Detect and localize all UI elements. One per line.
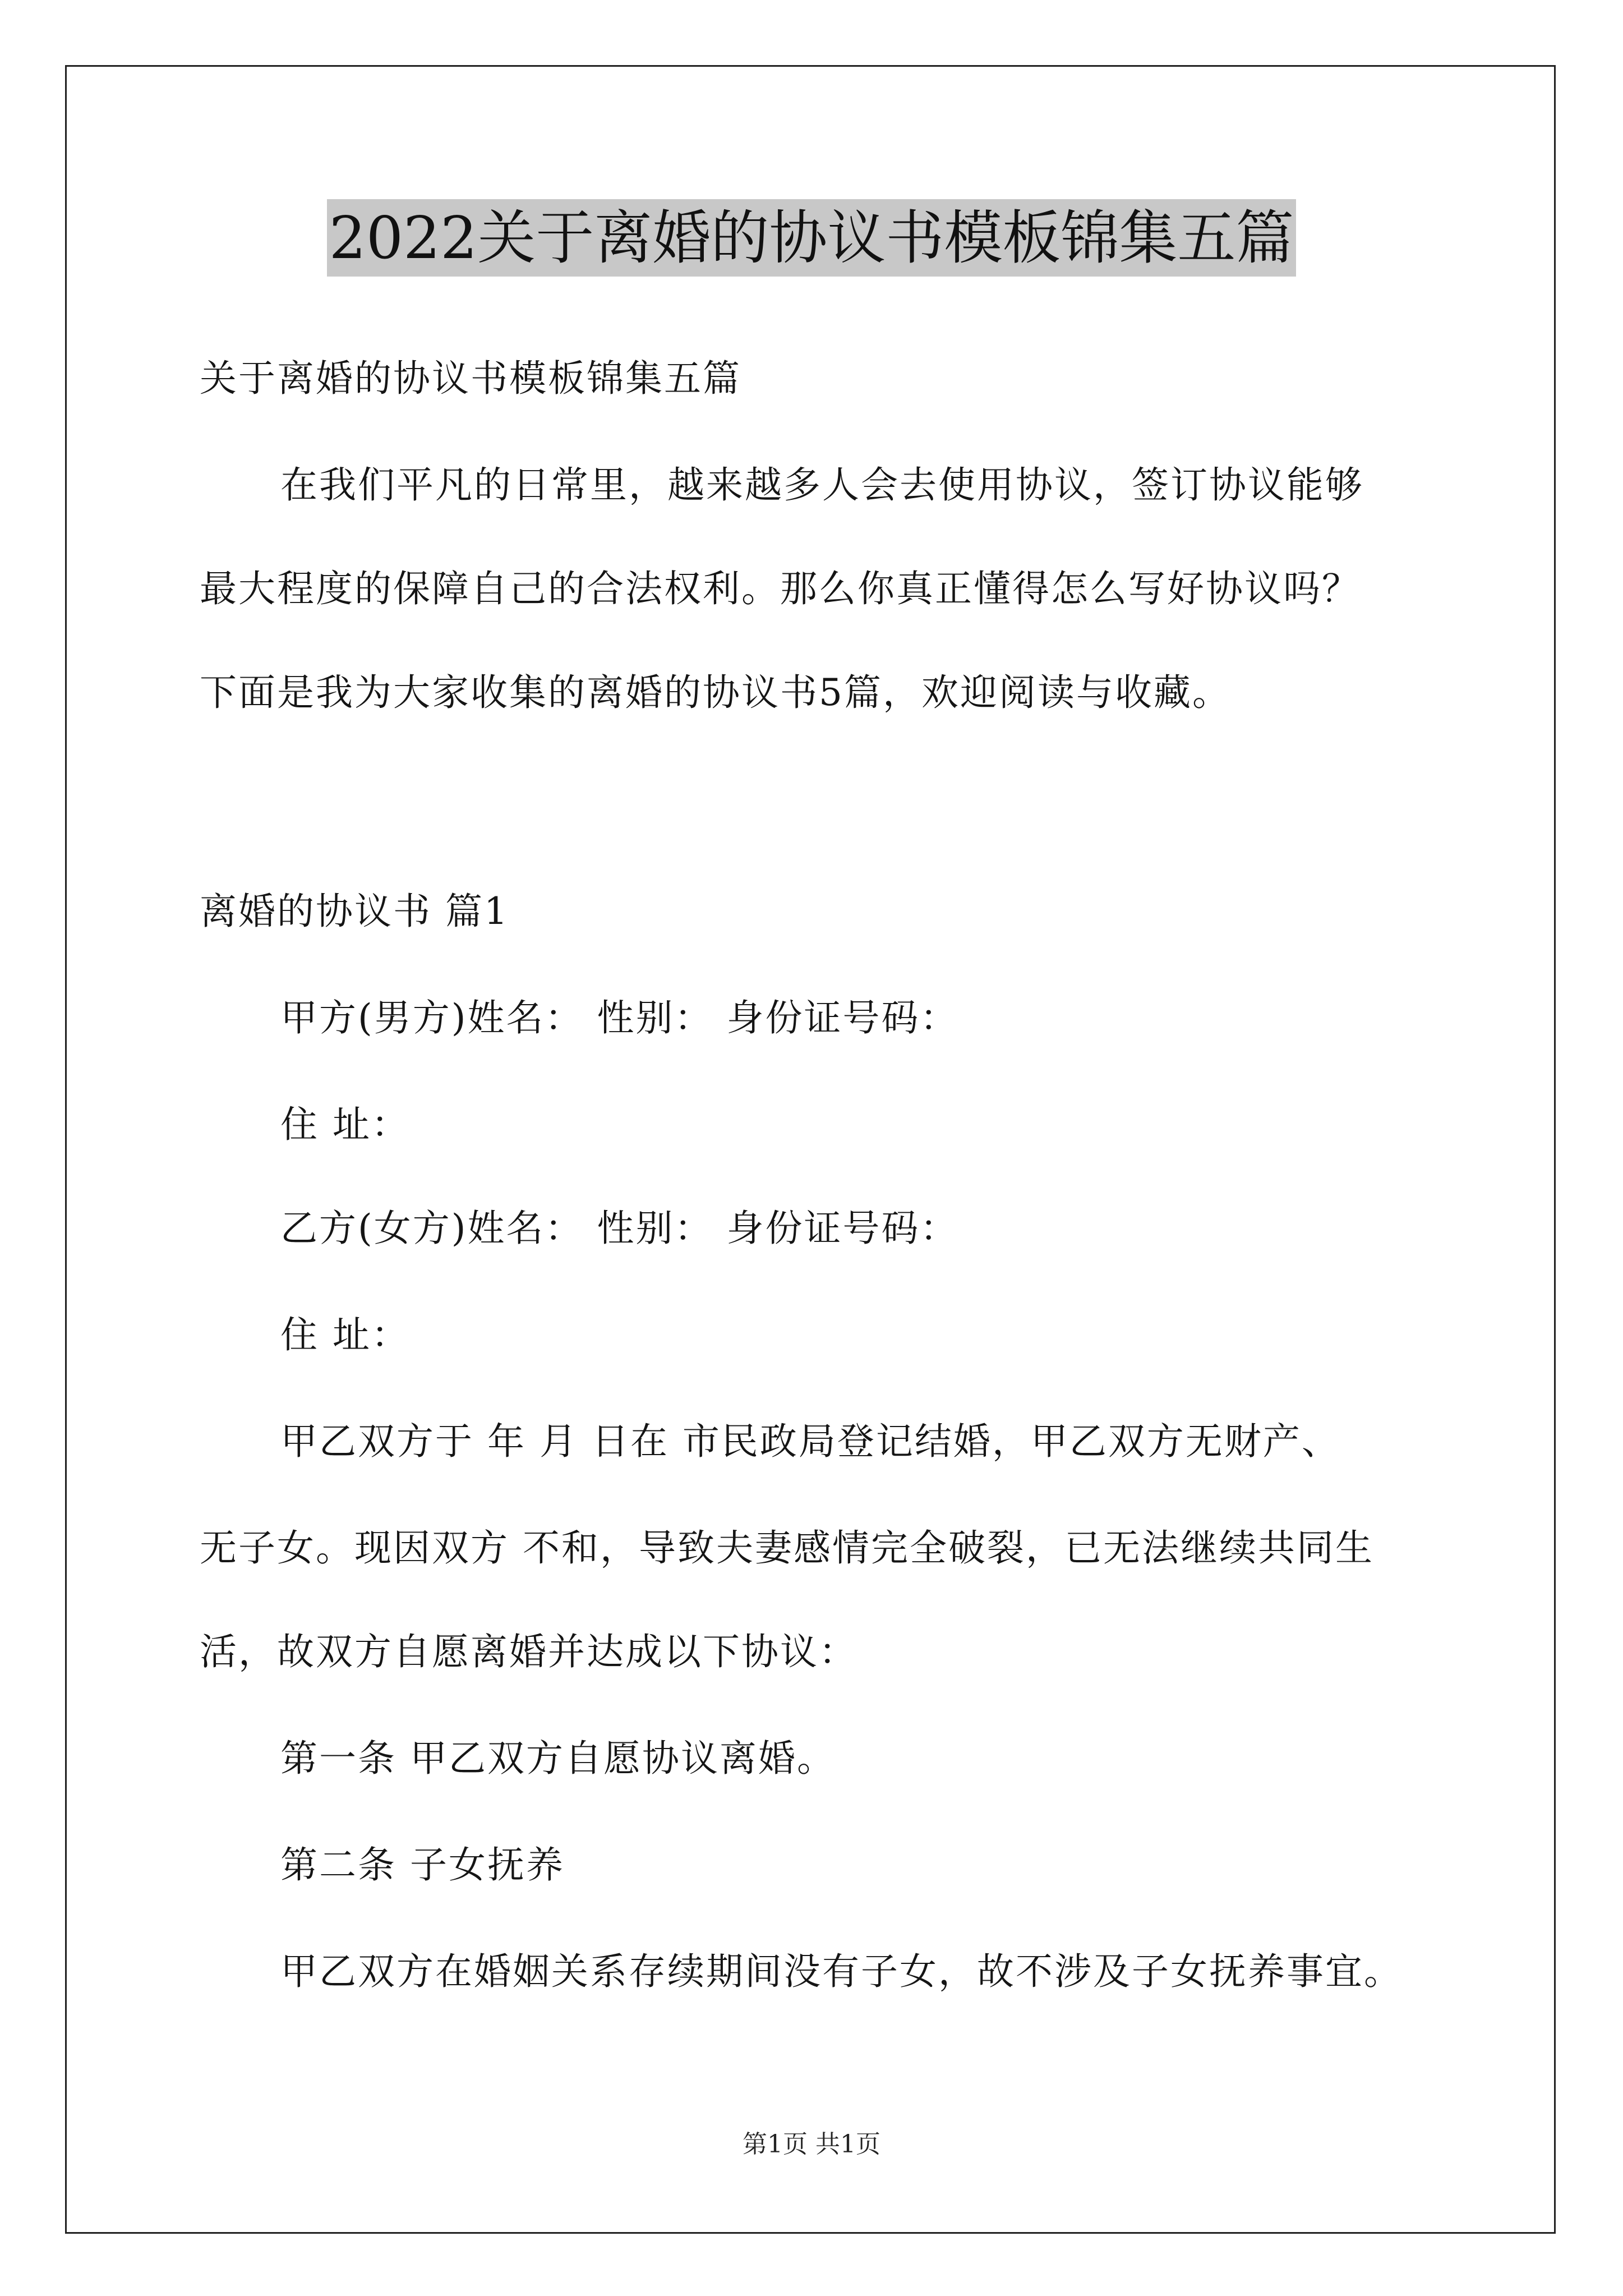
- party-b-address: 住 址：: [280, 1313, 410, 1356]
- page-footer: 第1页 共1页: [743, 2130, 880, 2159]
- document-title: 2022关于离婚的协议书模板锦集五篇: [327, 199, 1297, 277]
- body-line-2: 无子女。现因双方 不和，导致夫妻感情完全破裂，已无法继续共同生: [200, 1526, 1374, 1570]
- section-heading: 离婚的协议书 篇1: [200, 890, 509, 933]
- article-1: 第一条 甲乙双方自愿协议离婚。: [280, 1737, 836, 1780]
- party-a-address: 住 址：: [280, 1103, 410, 1146]
- intro-line-2: 最大程度的保障自己的合法权利。那么你真正懂得怎么写好协议吗？: [200, 567, 1361, 610]
- party-a-line: 甲方(男方)姓名： 性别： 身份证号码：: [280, 996, 959, 1039]
- body-line-1: 甲乙双方于 年 月 日在 市民政局登记结婚，甲乙双方无财产、: [280, 1420, 1340, 1463]
- subtitle: 关于离婚的协议书模板锦集五篇: [200, 357, 741, 400]
- body-line-3: 活，故双方自愿离婚并达成以下协议：: [200, 1630, 857, 1673]
- article-2-body: 甲乙双方在婚姻关系存续期间没有子女，故不涉及子女抚养事宜。: [280, 1950, 1403, 1993]
- party-b-line: 乙方(女方)姓名： 性别： 身份证号码：: [280, 1207, 959, 1250]
- title-container: [0, 199, 1623, 277]
- intro-line-3: 下面是我为大家收集的离婚的协议书5篇，欢迎阅读与收藏。: [200, 671, 1231, 714]
- intro-line-1: 在我们平凡的日常里，越来越多人会去使用协议，签订协议能够: [280, 463, 1364, 507]
- article-2-heading: 第二条 子女抚养: [280, 1843, 565, 1887]
